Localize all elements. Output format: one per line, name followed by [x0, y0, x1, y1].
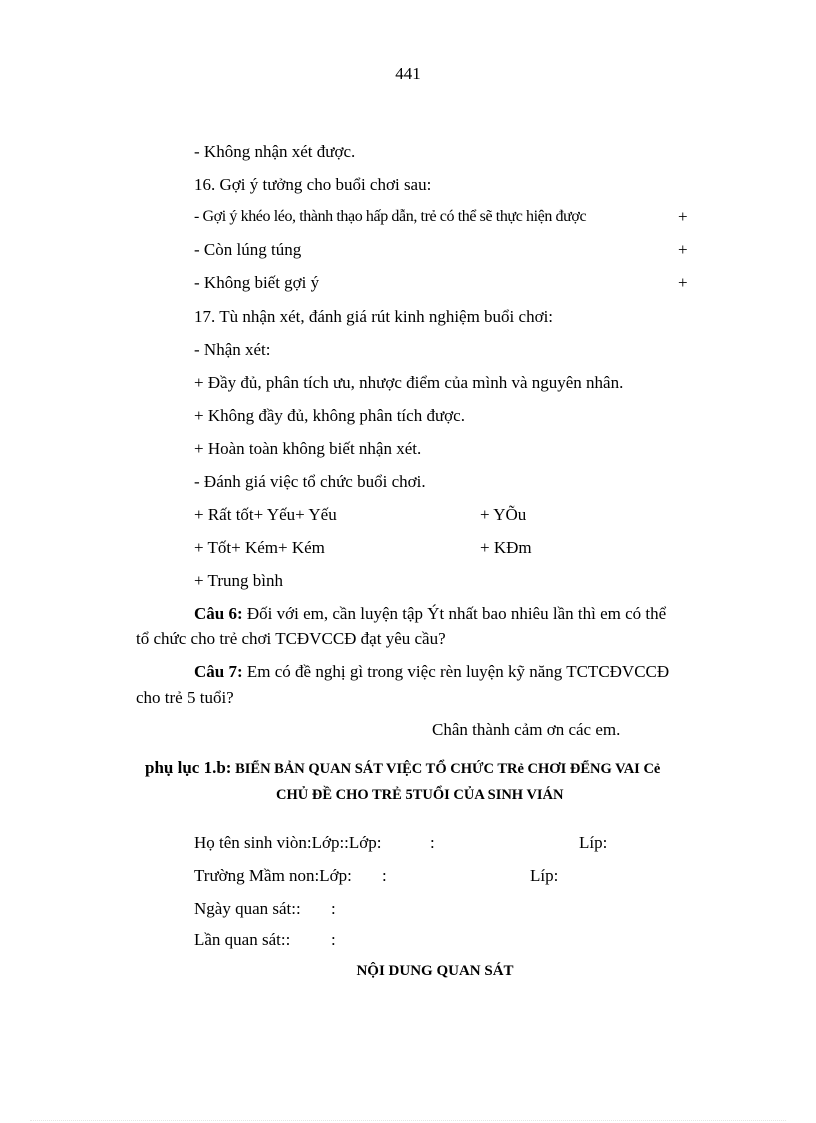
question-text: Đối với em, cần luyện tập Ýt nhất bao nhiêu lần thì em có thể	[242, 604, 667, 623]
page-bottom-divider	[30, 1120, 786, 1121]
question-text: Em có đề nghị gì trong việc rèn luyện kỹ năng TCTCĐVCCĐ	[242, 662, 670, 681]
question-label: Câu 6:	[194, 604, 243, 623]
closing-thanks: Chân thành cảm ơn các em.	[432, 720, 621, 739]
appendix-title-continued: CHỦ ĐỀ CHO TRẺ 5TUỔI CỦA SINH VIÁN	[276, 787, 564, 803]
plus-mark: +	[678, 240, 688, 259]
section-heading: NỘI DUNG QUAN SÁT	[356, 963, 514, 979]
form-field-school: Trường Mầm non:Lớp:	[194, 866, 352, 885]
plus-mark: +	[678, 207, 688, 226]
question-6	[194, 604, 666, 624]
rating-option: + YÕu	[480, 505, 527, 524]
plus-mark: +	[678, 273, 688, 292]
criterion-line: + Không đầy đủ, không phân tích được.	[194, 406, 465, 425]
criterion-line: - Gợi ý khéo léo, thành thạo hấp dẫn, trẻ có thể sẽ thực hiện được	[194, 208, 587, 225]
criterion-heading-17: 17. Tù nhận xét, đánh giá rút kinh nghiệm buổi chơi:	[194, 307, 554, 326]
question-7	[194, 662, 669, 682]
form-colon: :	[382, 866, 387, 885]
question-6-continued: tổ chức cho trẻ chơi TCĐVCCĐ đạt yêu cầu?	[136, 629, 446, 648]
form-colon: :	[430, 833, 435, 852]
criterion-line: - Nhận xét:	[194, 340, 271, 359]
form-field-observation-date: Ngày quan sát::	[194, 899, 301, 918]
criterion-line: + Hoàn toàn không biết nhận xét.	[194, 439, 422, 458]
form-colon: :	[331, 899, 336, 918]
rating-option: + Trung bình	[194, 571, 283, 590]
criterion-heading-16: 16. Gợi ý tưởng cho buổi chơi sau:	[194, 175, 432, 194]
criterion-line: + Đầy đủ, phân tích ưu, nhược điểm của mình và nguyên nhân.	[194, 373, 624, 392]
rating-option: + KÐm	[480, 538, 532, 557]
rating-option: + Tốt+ Kém+ Kém	[194, 538, 325, 557]
criterion-line: - Đánh giá việc tổ chức buổi chơi.	[194, 472, 426, 491]
form-field-class: Líp:	[579, 833, 608, 852]
question-7-continued: cho trẻ 5 tuổi?	[136, 688, 234, 707]
criterion-line: - Không biết gợi ý	[194, 273, 320, 292]
appendix-title	[145, 758, 660, 779]
appendix-title-text: BIỂN BẢN QUAN SÁT VIỆC TỔ CHỨC TRẻ CHƠI ĐỂNG VAI Cẻ	[231, 761, 661, 777]
form-colon: :	[331, 930, 336, 949]
appendix-label: phụ lục 1.b:	[145, 758, 232, 777]
question-label: Câu 7:	[194, 662, 243, 681]
criterion-line: - Còn lúng túng	[194, 240, 302, 259]
form-field-student-name: Họ tên sinh viòn:Lớp::Lớp:	[194, 833, 382, 852]
rating-option: + Rất tốt+ Yếu+ Yếu	[194, 505, 337, 524]
form-field-class: Líp:	[530, 866, 559, 885]
form-field-observation-count: Lần quan sát::	[194, 930, 291, 949]
criterion-line: - Không nhận xét được.	[194, 142, 356, 161]
page-number: 441	[395, 64, 421, 83]
